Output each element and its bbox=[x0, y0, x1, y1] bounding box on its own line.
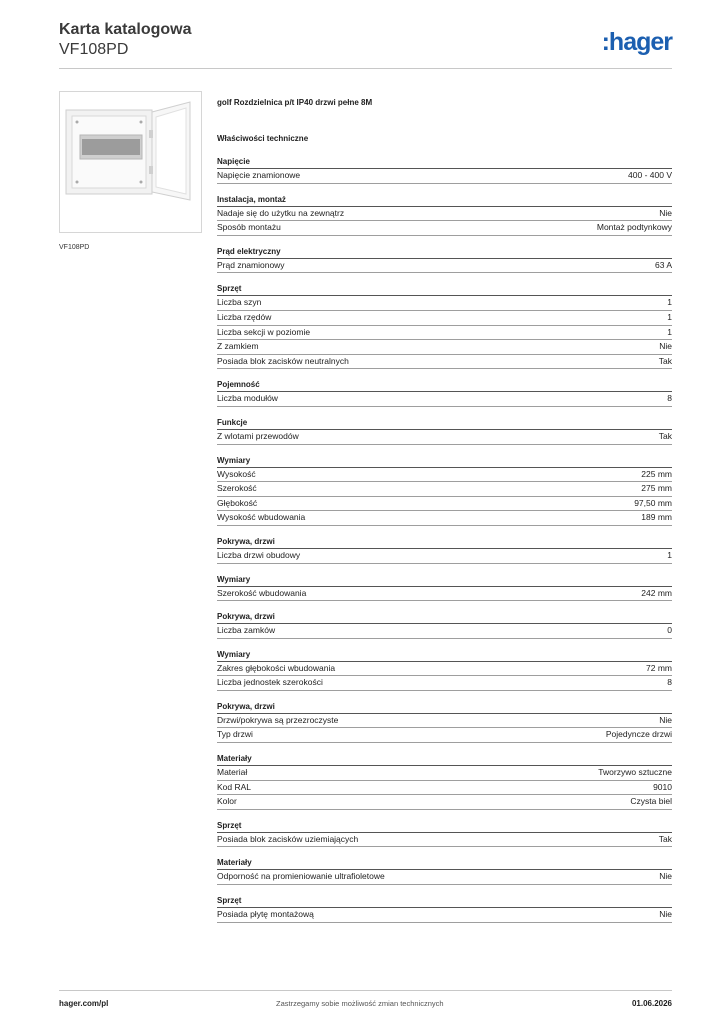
spec-group bbox=[217, 429, 672, 445]
spec-value: 1 bbox=[667, 326, 672, 337]
spec-label: Odporność na promieniowanie ultrafioletowe bbox=[217, 871, 385, 882]
spec-group-title: Pokrywa, drzwi bbox=[217, 536, 275, 546]
spec-value: 0 bbox=[667, 625, 672, 636]
spec-value: Tak bbox=[658, 833, 672, 844]
spec-label: Wysokość wbudowania bbox=[217, 512, 306, 523]
spec-group bbox=[217, 295, 672, 369]
spec-row bbox=[217, 586, 672, 601]
spec-value: Czysta biel bbox=[630, 796, 672, 807]
spec-group-title: Pokrywa, drzwi bbox=[217, 701, 275, 711]
spec-value: 1 bbox=[667, 311, 672, 322]
spec-label: Liczba jednostek szerokości bbox=[217, 677, 323, 688]
spec-label: Posiada blok zacisków neutralnych bbox=[217, 355, 349, 366]
distribution-box-illustration bbox=[60, 92, 201, 232]
spec-value: 275 mm bbox=[641, 483, 672, 494]
spec-label: Kolor bbox=[217, 796, 237, 807]
spec-group bbox=[217, 467, 672, 526]
spec-row bbox=[217, 548, 672, 563]
spec-group-title: Wymiary bbox=[217, 574, 251, 584]
spec-group bbox=[217, 168, 672, 184]
spec-row bbox=[217, 675, 672, 690]
spec-group bbox=[217, 623, 672, 639]
spec-label: Zakres głębokości wbudowania bbox=[217, 662, 336, 673]
spec-value: Tworzywo sztuczne bbox=[598, 767, 672, 778]
spec-value: 9010 bbox=[653, 781, 672, 792]
spec-group-title: Materiały bbox=[217, 858, 252, 868]
spec-label: Posiada blok zacisków uziemiających bbox=[217, 833, 359, 844]
spec-label: Liczba rzędów bbox=[217, 311, 272, 322]
spec-group-title: Napięcie bbox=[217, 157, 250, 166]
spec-group-title: Pojemność bbox=[217, 380, 260, 390]
spec-value: Nie bbox=[659, 207, 672, 218]
spec-section-title: Właściwości techniczne bbox=[217, 134, 309, 143]
spec-row bbox=[217, 310, 672, 325]
spec-label: Szerokość wbudowania bbox=[217, 587, 307, 598]
spec-label: Liczba modułów bbox=[217, 393, 278, 404]
spec-row bbox=[217, 510, 672, 525]
spec-label: Sposób montażu bbox=[217, 222, 281, 233]
spec-value: Nie bbox=[659, 871, 672, 882]
spec-label: Głębokość bbox=[217, 497, 258, 508]
spec-label: Z wlotami przewodów bbox=[217, 430, 299, 441]
spec-value: 189 mm bbox=[641, 512, 672, 523]
spec-row bbox=[217, 832, 672, 847]
spec-row bbox=[217, 481, 672, 496]
spec-label: Liczba zamków bbox=[217, 625, 276, 636]
spec-value: 63 A bbox=[654, 259, 672, 270]
spec-value: Tak bbox=[658, 430, 672, 441]
spec-value: Montaż podtynkowy bbox=[596, 222, 672, 233]
spec-row bbox=[217, 325, 672, 340]
image-caption: VF108PD bbox=[59, 244, 90, 251]
spec-value: 242 mm bbox=[641, 587, 672, 598]
spec-label: Szerokość bbox=[217, 483, 257, 494]
spec-group bbox=[217, 907, 672, 923]
spec-group bbox=[217, 548, 672, 564]
spec-row bbox=[217, 168, 672, 183]
spec-row bbox=[217, 354, 672, 369]
spec-value: 1 bbox=[667, 549, 672, 560]
spec-row bbox=[217, 907, 672, 922]
spec-label: Posiada płytę montażową bbox=[217, 909, 314, 920]
spec-row bbox=[217, 206, 672, 221]
product-name: golf Rozdzielnica p/t IP40 drzwi pełne 8M bbox=[217, 98, 373, 107]
spec-group-title: Instalacja, montaż bbox=[217, 194, 286, 204]
spec-label: Typ drzwi bbox=[217, 729, 253, 740]
spec-value: Tak bbox=[658, 355, 672, 366]
spec-value: Nie bbox=[659, 341, 672, 352]
spec-value: 97,50 mm bbox=[634, 497, 672, 508]
spec-label: Liczba drzwi obudowy bbox=[217, 549, 301, 560]
spec-value: 8 bbox=[667, 677, 672, 688]
spec-row bbox=[217, 765, 672, 780]
header-divider bbox=[59, 68, 672, 69]
spec-label: Kod RAL bbox=[217, 781, 252, 792]
spec-label: Prąd znamionowy bbox=[217, 259, 285, 270]
spec-value: 72 mm bbox=[646, 662, 672, 673]
spec-row bbox=[217, 220, 672, 235]
spec-group bbox=[217, 832, 672, 848]
spec-row bbox=[217, 295, 672, 310]
page-header bbox=[59, 20, 191, 60]
spec-label: Liczba szyn bbox=[217, 297, 262, 308]
spec-group-title: Sprzęt bbox=[217, 896, 242, 906]
spec-label: Drzwi/pokrywa są przezroczyste bbox=[217, 714, 339, 725]
spec-value: 8 bbox=[667, 393, 672, 404]
spec-row bbox=[217, 661, 672, 676]
spec-group-title: Sprzęt bbox=[217, 284, 242, 294]
spec-label: Nadaje się do użytku na zewnątrz bbox=[217, 207, 345, 218]
spec-group bbox=[217, 586, 672, 602]
footer-divider bbox=[59, 990, 672, 991]
spec-group-title: Funkcje bbox=[217, 417, 248, 427]
spec-row bbox=[217, 429, 672, 444]
spec-group-title: Pokrywa, drzwi bbox=[217, 612, 275, 622]
spec-row bbox=[217, 258, 672, 273]
page-title: Karta katalogowa bbox=[59, 21, 192, 38]
spec-group bbox=[217, 206, 672, 236]
spec-row bbox=[217, 780, 672, 795]
spec-label: Wysokość bbox=[217, 468, 256, 479]
hager-logo: :hager bbox=[601, 28, 672, 56]
spec-group-title: Wymiary bbox=[217, 649, 251, 659]
footer-notice: Zastrzegamy sobie możliwość zmian technicznych bbox=[276, 999, 444, 1008]
spec-value: Pojedyncze drzwi bbox=[605, 729, 672, 740]
spec-value: 400 - 400 V bbox=[628, 170, 672, 180]
spec-row bbox=[217, 391, 672, 406]
footer-date: 01.06.2026 bbox=[631, 999, 672, 1008]
spec-label: Z zamkiem bbox=[217, 341, 259, 352]
spec-label: Napięcie znamionowe bbox=[217, 170, 301, 180]
spec-group bbox=[217, 713, 672, 743]
spec-group-title: Sprzęt bbox=[217, 820, 242, 830]
spec-group bbox=[217, 765, 672, 810]
footer-site: hager.com/pl bbox=[59, 999, 109, 1008]
spec-value: Nie bbox=[659, 714, 672, 725]
spec-group bbox=[217, 391, 672, 407]
spec-group bbox=[217, 869, 672, 885]
spec-group bbox=[217, 258, 672, 274]
spec-group bbox=[217, 661, 672, 691]
spec-label: Liczba sekcji w poziomie bbox=[217, 326, 311, 337]
spec-row bbox=[217, 496, 672, 511]
spec-value: 1 bbox=[667, 297, 672, 308]
spec-value: 225 mm bbox=[641, 468, 672, 479]
spec-row bbox=[217, 339, 672, 354]
spec-row bbox=[217, 713, 672, 728]
spec-group-title: Wymiary bbox=[217, 455, 251, 465]
spec-group-title: Materiały bbox=[217, 754, 252, 764]
spec-row bbox=[217, 727, 672, 742]
product-code: VF108PD bbox=[59, 41, 129, 58]
spec-row bbox=[217, 794, 672, 809]
spec-sheet bbox=[217, 96, 672, 923]
spec-groups bbox=[217, 156, 672, 923]
spec-label: Materiał bbox=[217, 767, 248, 778]
spec-row bbox=[217, 467, 672, 482]
spec-row bbox=[217, 869, 672, 884]
spec-row bbox=[217, 623, 672, 638]
spec-group-title: Prąd elektryczny bbox=[217, 246, 281, 256]
product-image bbox=[59, 91, 202, 233]
spec-value: Nie bbox=[659, 909, 672, 920]
